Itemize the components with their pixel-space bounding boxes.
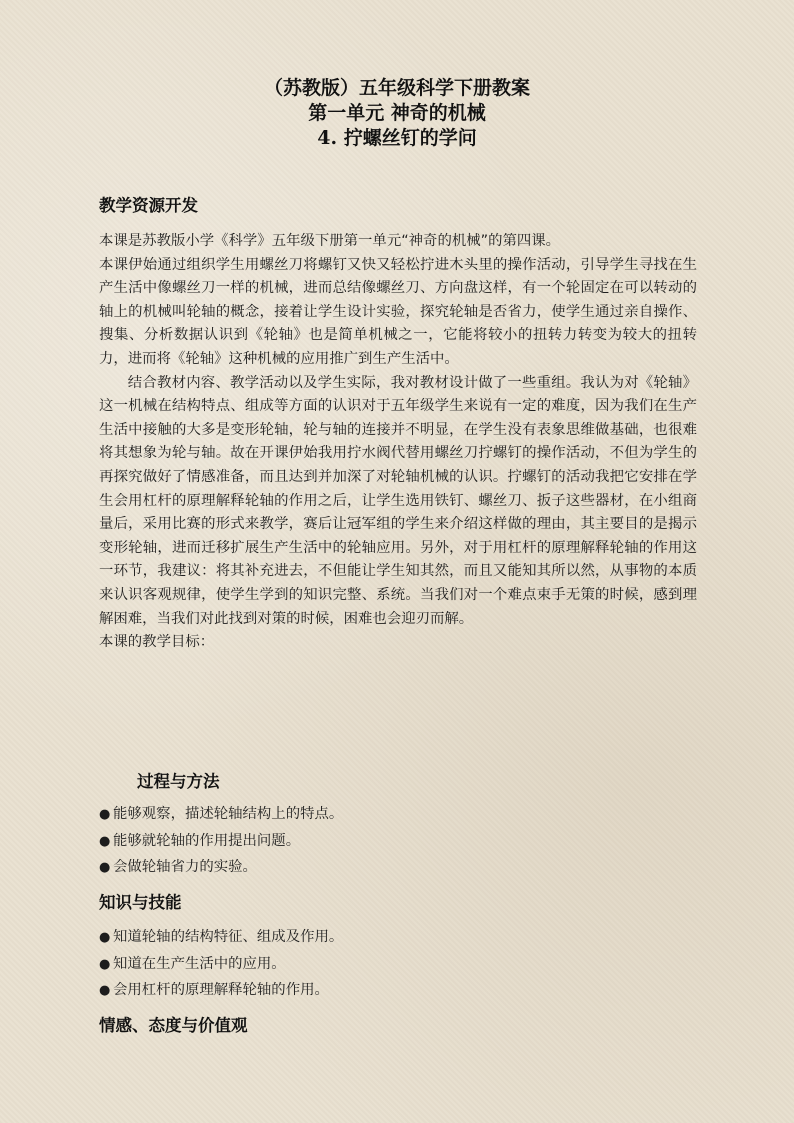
bullet-icon: ● — [99, 807, 111, 822]
bullet-icon: ● — [99, 860, 111, 875]
resource-development-text — [99, 230, 697, 655]
bullet-icon: ● — [99, 833, 111, 849]
heading-process-and-method: 过程与方法 — [137, 772, 220, 791]
list-item: ● 能够就轮轴的作用提出问题。 — [99, 828, 697, 855]
list-item: ● 会做轮轴省力的实验。 — [99, 854, 697, 881]
bullet-icon: ● — [99, 956, 111, 972]
heading-emotion-attitude-values: 情感、态度与价值观 — [99, 1016, 248, 1035]
bullet-icon: ● — [99, 930, 111, 945]
knowledge-skills-list — [99, 924, 697, 1004]
list-item: ● 会用杠杆的原理解释轮轴的作用。 — [99, 977, 697, 1004]
heading-knowledge-and-skills: 知识与技能 — [99, 893, 182, 912]
paragraph-intro: 本课是苏教版小学《科学》五年级下册第一单元“神奇的机械”的第四课。 — [99, 233, 561, 249]
title-line-textbook: （苏教版）五年级科学下册教案 — [263, 77, 530, 99]
document-title — [0, 76, 794, 151]
title-line-lesson: 4. 拧螺丝钉的学问 — [317, 127, 477, 149]
title-line-unit: 第一单元 神奇的机械 — [308, 102, 486, 124]
list-item: ● 知道在生产生活中的应用。 — [99, 951, 697, 978]
heading-resource-development: 教学资源开发 — [99, 196, 198, 215]
bullet-icon: ● — [99, 983, 111, 998]
list-item: ● 知道轮轴的结构特征、组成及作用。 — [99, 924, 697, 951]
paragraph-design-notes: 结合教材内容、教学活动以及学生实际，我对教材设计做了一些重组。我认为对《轮轴》这一机械在结构特点、组成等方面的认识对于五年级学生来说有一定的难度，因为我们在生产生活中接触的大多是变形轮轴，轮与轴的连接并不明显，在学生没有表象思维做基础，也很难将其想象为轮与轴。故在开课伊始我用拧水阀代替用螺丝刀拧螺钉的操作活动，不但为学生的再探究做好了情感准备，而且达到并加深了对轮轴机械的认识。拧螺钉的活动我把它安排在学生会用杠杆的原理解释轮轴的作用之后，让学生选用铁钉、螺丝刀、扳子这些器材，在小组商量后，采用比赛的形式来教学，赛后让冠军组的学生来介绍这样做的理由，其主要目的是揭示变形轮轴，进而迁移扩展生产生活中的轮轴应用。另外，对于用杠杆的原理解释轮轴的作用这一环节，我建议：将其补充进去，不但能让学生知其然，而且又能知其所以然，从事物的本质来认识客观规律，使学生学到的知识完整、系统。当我们对一个难点束手无策的时候，感到理解困难，当我们对此找到对策的时候，困难也会迎刃而解。 — [99, 374, 697, 627]
paragraph-objectives-lead: 本课的教学目标： — [99, 634, 215, 651]
paragraph-lesson-overview: 本课伊始通过组织学生用螺丝刀将螺钉又快又轻松拧进木头里的操作活动，引导学生寻找在生产生活中像螺丝刀一样的机械，进而总结像螺丝刀、方向盘这样，有一个轮固定在可以转动的轴上的机械叫轮轴的概念，接着让学生设计实验，探究轮轴是否省力，使学生通过亲自操作、搜集、分析数据认识到《轮轴》也是简单机械之一，它能将较小的扭转力转变为较大的扭转力，进而将《轮轴》这种机械的应用推广到生产生活中。 — [99, 256, 697, 367]
list-item: ● 能够观察，描述轮轴结构上的特点。 — [99, 801, 697, 828]
process-method-list — [99, 801, 697, 881]
